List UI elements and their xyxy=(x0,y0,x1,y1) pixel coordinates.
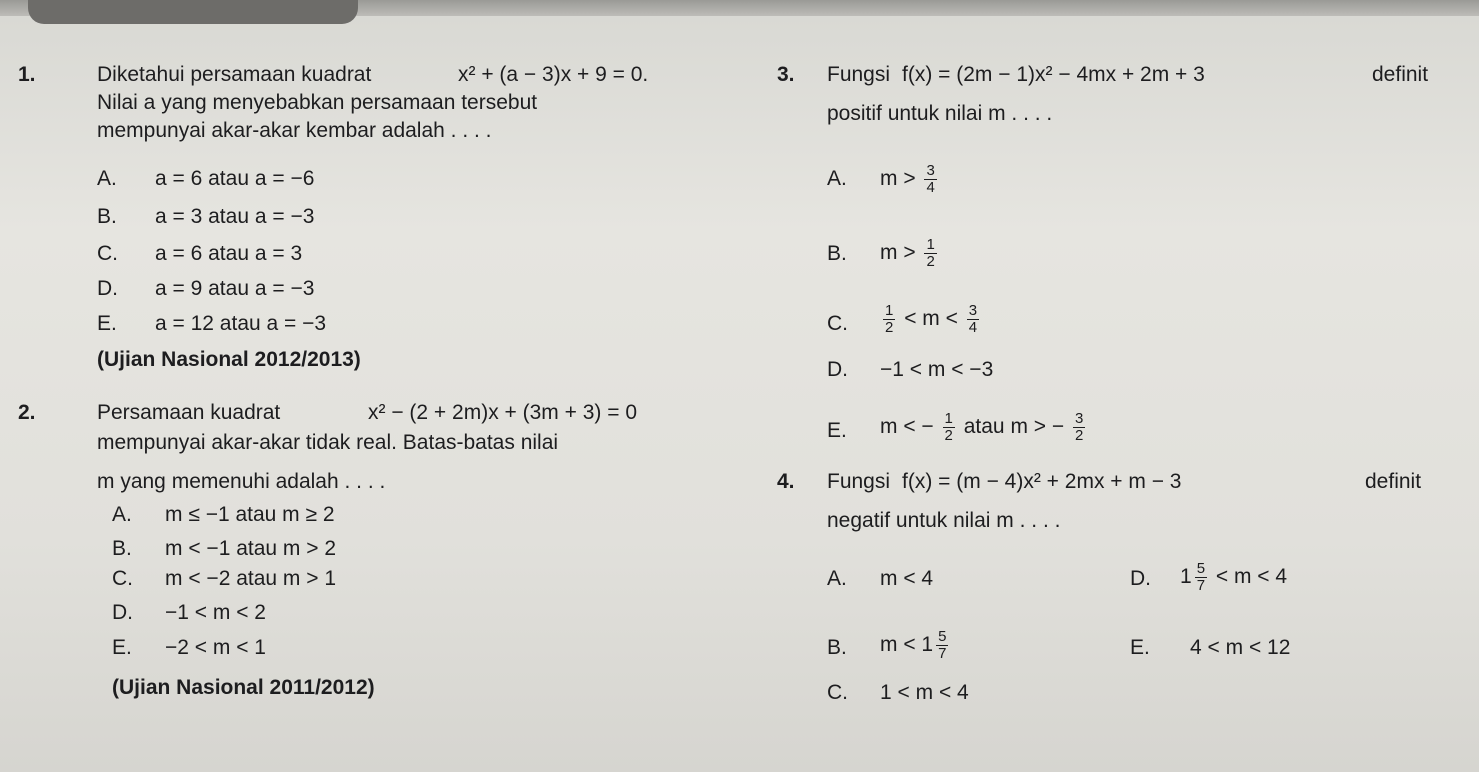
numerator: 5 xyxy=(1196,559,1206,577)
option-value: a = 3 atau a = −3 xyxy=(155,205,315,228)
option-value: a = 6 atau a = 3 xyxy=(155,242,303,265)
option-label: A. xyxy=(112,503,132,526)
denominator: 7 xyxy=(938,644,947,662)
option-value xyxy=(880,232,940,274)
question-text: definit xyxy=(1365,470,1422,493)
fraction xyxy=(883,303,895,336)
question-number: 3. xyxy=(777,63,795,86)
question-number: 1. xyxy=(18,63,36,86)
denominator: 2 xyxy=(944,426,953,444)
equation: f(x) = (m − 4)x² + 2mx + m − 3 xyxy=(902,470,1182,493)
fraction xyxy=(936,629,948,662)
question-text: mempunyai akar-akar kembar adalah . . . . xyxy=(97,119,492,142)
numerator: 3 xyxy=(968,301,978,319)
denominator: 4 xyxy=(968,318,978,336)
option-label: D. xyxy=(1130,567,1151,590)
question-text: negatif untuk nilai m . . . . xyxy=(827,509,1061,532)
equation: x² + (a − 3)x + 9 = 0. xyxy=(458,63,649,86)
denominator: 2 xyxy=(885,318,894,336)
option-text: < m < xyxy=(904,307,958,330)
question-number: 4. xyxy=(777,470,795,493)
option-label: B. xyxy=(827,242,847,265)
option-label: C. xyxy=(827,681,848,704)
denominator: 2 xyxy=(926,252,935,270)
option-label: A. xyxy=(827,167,847,190)
option-label: E. xyxy=(1130,636,1150,659)
numerator: 3 xyxy=(1074,409,1084,427)
fraction xyxy=(943,411,955,444)
fraction xyxy=(924,163,936,196)
fraction xyxy=(1073,411,1085,444)
option-value xyxy=(880,406,1088,448)
option-label: A. xyxy=(827,567,847,590)
numerator: 1 xyxy=(926,235,935,253)
option-label: E. xyxy=(97,312,117,335)
option-value xyxy=(1180,556,1287,598)
fraction xyxy=(924,237,936,270)
numerator: 3 xyxy=(926,161,935,179)
question-text: definit xyxy=(1372,63,1429,86)
option-label: B. xyxy=(97,205,117,228)
option-value: a = 6 atau a = −6 xyxy=(155,167,315,190)
option-label: E. xyxy=(112,636,132,659)
question-text: mempunyai akar-akar tidak real. Batas-batas nilai xyxy=(97,431,559,454)
option-text: m < − xyxy=(880,415,934,438)
option-value: m < 4 xyxy=(880,567,934,590)
option-value: 4 < m < 12 xyxy=(1190,636,1291,659)
question-text: positif untuk nilai m . . . . xyxy=(827,102,1053,125)
option-label: E. xyxy=(827,419,847,442)
option-value: a = 12 atau a = −3 xyxy=(155,312,327,335)
page-top-edge xyxy=(0,0,1479,16)
denominator: 7 xyxy=(1196,576,1206,594)
question-text: m yang memenuhi adalah . . . . xyxy=(97,470,386,493)
fraction xyxy=(967,303,979,336)
denominator: 4 xyxy=(926,178,935,196)
option-text: < m < 4 xyxy=(1215,565,1288,588)
option-value: −2 < m < 1 xyxy=(165,636,266,659)
option-label: D. xyxy=(97,277,118,300)
question-text: Nilai a yang menyebabkan persamaan tersebut xyxy=(97,91,538,114)
option-label: D. xyxy=(112,601,133,624)
option-label: C. xyxy=(112,567,133,590)
option-value xyxy=(880,298,982,340)
question-text: Fungsi xyxy=(827,63,891,86)
option-label: B. xyxy=(112,537,132,560)
option-value: m < −1 atau m > 2 xyxy=(165,537,337,560)
numerator: 1 xyxy=(885,301,894,319)
question-number: 2. xyxy=(18,401,36,424)
option-text: m > xyxy=(880,241,916,264)
option-value: m < −2 atau m > 1 xyxy=(165,567,337,590)
header-tab xyxy=(28,0,358,24)
option-text: m < 1 xyxy=(880,633,934,656)
numerator: 5 xyxy=(938,627,947,645)
option-value: m ≤ −1 atau m ≥ 2 xyxy=(165,503,335,526)
option-value xyxy=(880,158,940,200)
option-value xyxy=(880,624,951,666)
option-value: −1 < m < −3 xyxy=(880,358,994,381)
numerator: 1 xyxy=(944,409,953,427)
option-label: C. xyxy=(97,242,118,265)
option-value: a = 9 atau a = −3 xyxy=(155,277,315,300)
option-label: D. xyxy=(827,358,848,381)
option-text: atau m > − xyxy=(963,415,1065,438)
denominator: 2 xyxy=(1074,426,1084,444)
equation: f(x) = (2m − 1)x² − 4mx + 2m + 3 xyxy=(902,63,1205,86)
option-label: A. xyxy=(97,167,117,190)
fraction xyxy=(1195,561,1207,594)
question-source: (Ujian Nasional 2012/2013) xyxy=(97,348,361,371)
option-text: 1 xyxy=(1180,565,1192,588)
question-source: (Ujian Nasional 2011/2012) xyxy=(112,676,375,699)
option-label: C. xyxy=(827,312,848,335)
option-label: B. xyxy=(827,636,847,659)
option-text: m > xyxy=(880,167,916,190)
equation: x² − (2 + 2m)x + (3m + 3) = 0 xyxy=(368,401,638,424)
option-value: 1 < m < 4 xyxy=(880,681,969,704)
question-text: Persamaan kuadrat xyxy=(97,401,281,424)
question-text: Diketahui persamaan kuadrat xyxy=(97,63,372,86)
option-value: −1 < m < 2 xyxy=(165,601,266,624)
question-text: Fungsi xyxy=(827,470,891,493)
